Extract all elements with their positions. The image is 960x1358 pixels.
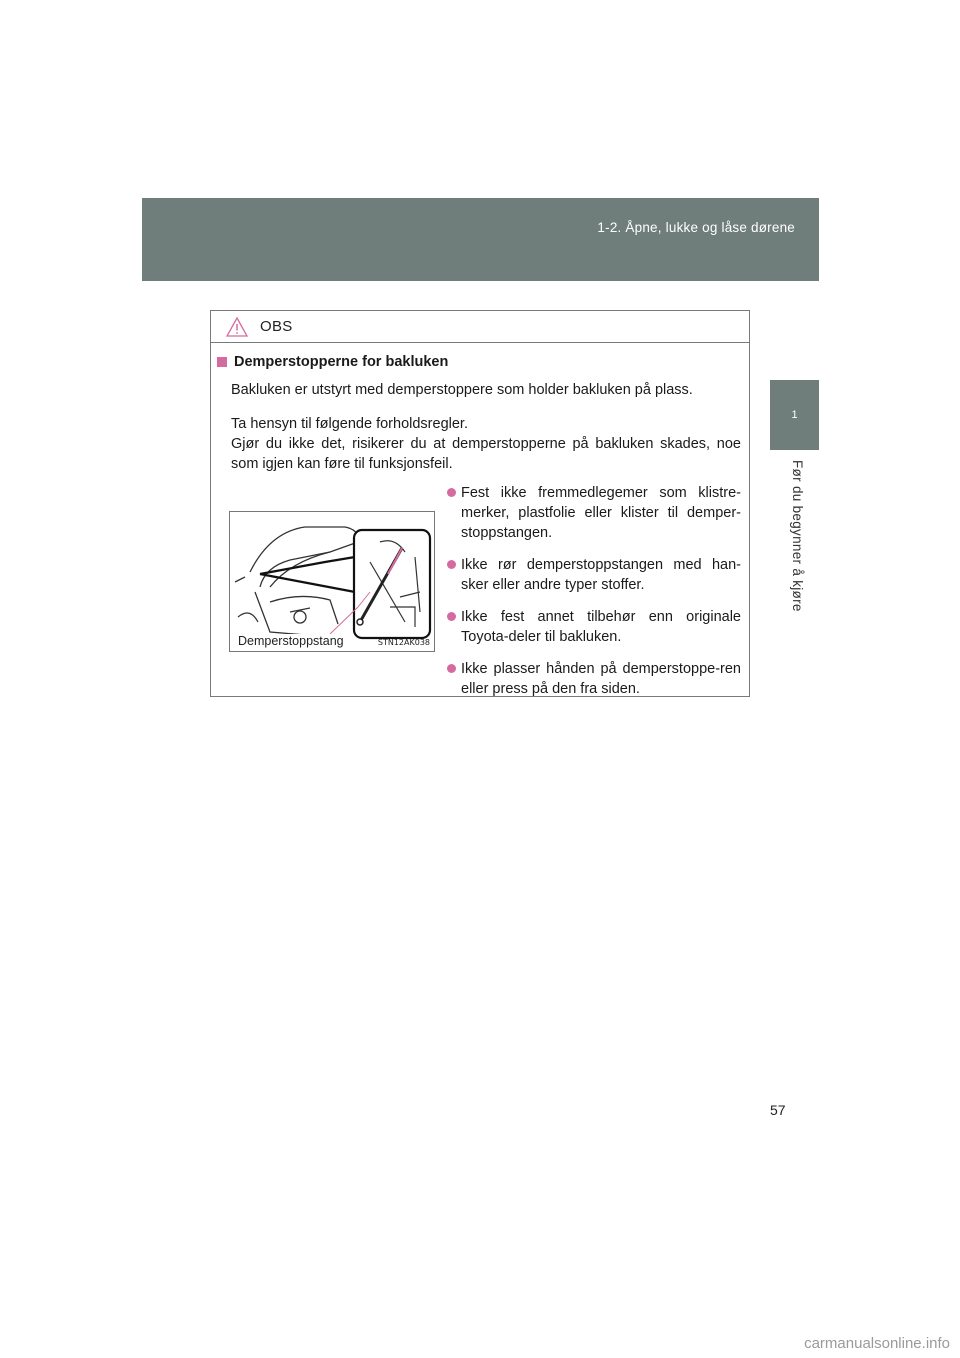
bullet-list: [447, 483, 741, 711]
chapter-label: Før du begynner å kjøre: [790, 460, 805, 612]
list-item-text: Ikke rør demperstoppstangen med han-sker eller andre typer stoffer.: [461, 557, 741, 593]
caution-heading-text: Demperstopperne for bakluken: [234, 354, 449, 370]
paragraph-line: Ta hensyn til følgende forholdsregler.: [231, 416, 468, 432]
figure-damper-strut: [229, 511, 435, 652]
warning-triangle-icon: [226, 317, 248, 337]
list-item-text: Ikke plasser hånden på demperstoppe-ren eller press på den fra siden.: [461, 661, 741, 697]
list-item: [447, 555, 741, 595]
paragraph-line: Gjør du ikke det, risikerer du at demperstopperne på bakluken skades, noe som igjen kan føre til funksjonsfeil.: [231, 436, 741, 472]
paragraph: [231, 414, 741, 474]
list-item: [447, 483, 741, 543]
page-number: 57: [770, 1102, 786, 1118]
chapter-number: 1: [791, 409, 798, 421]
caution-box: [210, 310, 750, 697]
list-item: [447, 659, 741, 699]
section-header-band: [142, 198, 819, 281]
caution-heading: [217, 354, 448, 370]
list-item-text: Ikke fest annet tilbehør enn originale Toyota-deler til bakluken.: [461, 609, 741, 645]
bullet-dot-icon: [447, 664, 456, 673]
figure-illustration: [230, 512, 435, 652]
paragraph: Bakluken er utstyrt med demperstoppere som holder bakluken på plass.: [231, 382, 693, 398]
figure-code: STN12AK038: [377, 638, 430, 647]
caution-header: [211, 311, 749, 343]
watermark[interactable]: carmanualsonline.info: [804, 1335, 950, 1352]
bullet-dot-icon: [447, 560, 456, 569]
section-title: 1-2. Åpne, lukke og låse dørene: [597, 220, 795, 235]
bullet-dot-icon: [447, 488, 456, 497]
bullet-dot-icon: [447, 612, 456, 621]
list-item-text: Fest ikke fremmedlegemer som klistre-merker, plastfolie eller klister til demper-stoppstangen.: [461, 485, 741, 541]
caution-label: OBS: [260, 318, 293, 335]
figure-label: Demperstoppstang: [238, 634, 344, 648]
list-item: [447, 607, 741, 647]
chapter-tab: [770, 380, 819, 450]
square-bullet-icon: [217, 357, 227, 367]
